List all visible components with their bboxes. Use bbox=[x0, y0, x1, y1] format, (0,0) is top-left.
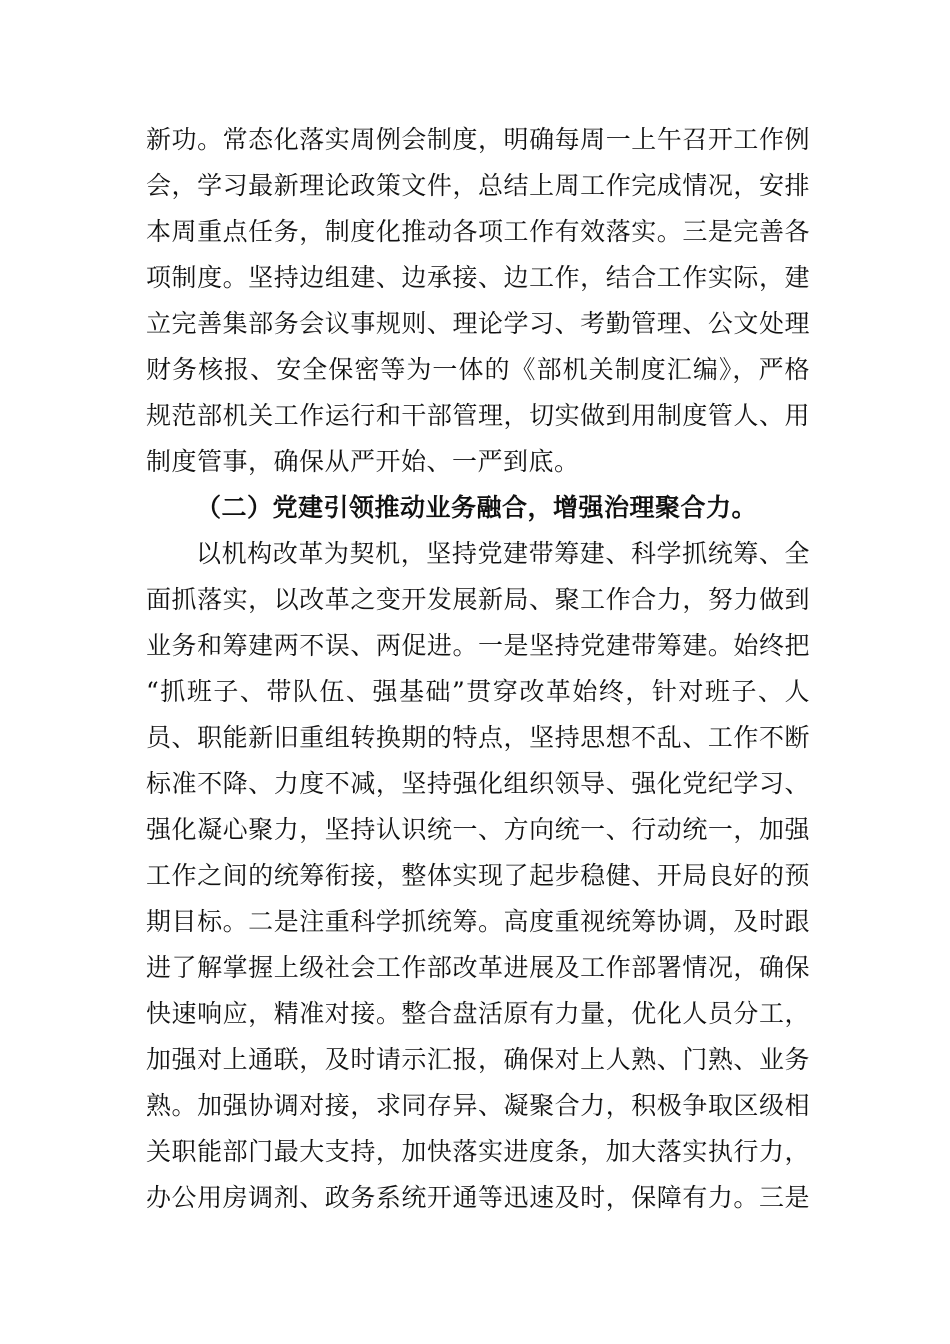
body-text-line: 标准不降、力度不减，坚持强化组织领导、强化党纪学习、 bbox=[146, 769, 810, 798]
body-text-line: 快速响应，精准对接。整合盘活原有力量，优化人员分工， bbox=[146, 999, 810, 1028]
body-text-line: 业务和筹建两不误、两促进。一是坚持党建带筹建。始终把 bbox=[146, 631, 810, 660]
body-text-line: 员、职能新旧重组转换期的特点，坚持思想不乱、工作不断 bbox=[146, 723, 810, 752]
body-text-line: 项制度。坚持边组建、边承接、边工作，结合工作实际，建 bbox=[146, 263, 810, 292]
body-text-line: 期目标。二是注重科学抓统筹。高度重视统筹协调，及时跟 bbox=[146, 907, 810, 936]
body-text-line: 关职能部门最大支持，加快落实进度条，加大落实执行力， bbox=[146, 1137, 810, 1166]
body-text-line: 规范部机关工作运行和干部管理，切实做到用制度管人、用 bbox=[146, 401, 810, 430]
body-text-line: 财务核报、安全保密等为一体的《部机关制度汇编》，严格 bbox=[146, 355, 810, 384]
body-text-line: 加强对上通联，及时请示汇报，确保对上人熟、门熟、业务 bbox=[146, 1045, 810, 1074]
body-text-line: 工作之间的统筹衔接，整体实现了起步稳健、开局良好的预 bbox=[146, 861, 810, 890]
body-text-line: 制度管事，确保从严开始、一严到底。 bbox=[146, 447, 580, 476]
body-text-line: 强化凝心聚力，坚持认识统一、方向统一、行动统一，加强 bbox=[146, 815, 810, 844]
body-text-line: 办公用房调剂、政务系统开通等迅速及时，保障有力。三是 bbox=[146, 1183, 810, 1212]
body-text-line: 进了解掌握上级社会工作部改革进展及工作部署情况，确保 bbox=[146, 953, 810, 982]
body-text-line: 本周重点任务，制度化推动各项工作有效落实。三是完善各 bbox=[146, 217, 810, 246]
body-text-line: 新功。常态化落实周例会制度，明确每周一上午召开工作例 bbox=[146, 125, 810, 154]
body-text-line: 面抓落实，以改革之变开发展新局、聚工作合力，努力做到 bbox=[146, 585, 810, 614]
body-text-line: 以机构改革为契机，坚持党建带筹建、科学抓统筹、全 bbox=[196, 539, 810, 568]
body-text-line: 会，学习最新理论政策文件，总结上周工作完成情况，安排 bbox=[146, 171, 810, 200]
body-text-line: “抓班子、带队伍、强基础”贯穿改革始终，针对班子、人 bbox=[146, 677, 810, 706]
body-text-line: 立完善集部务会议事规则、理论学习、考勤管理、公文处理 bbox=[146, 309, 810, 338]
section-heading: （二）党建引领推动业务融合，增强治理聚合力。 bbox=[196, 493, 758, 522]
body-text-line: 熟。加强协调对接，求同存异、凝聚合力，积极争取区级相 bbox=[146, 1091, 810, 1120]
